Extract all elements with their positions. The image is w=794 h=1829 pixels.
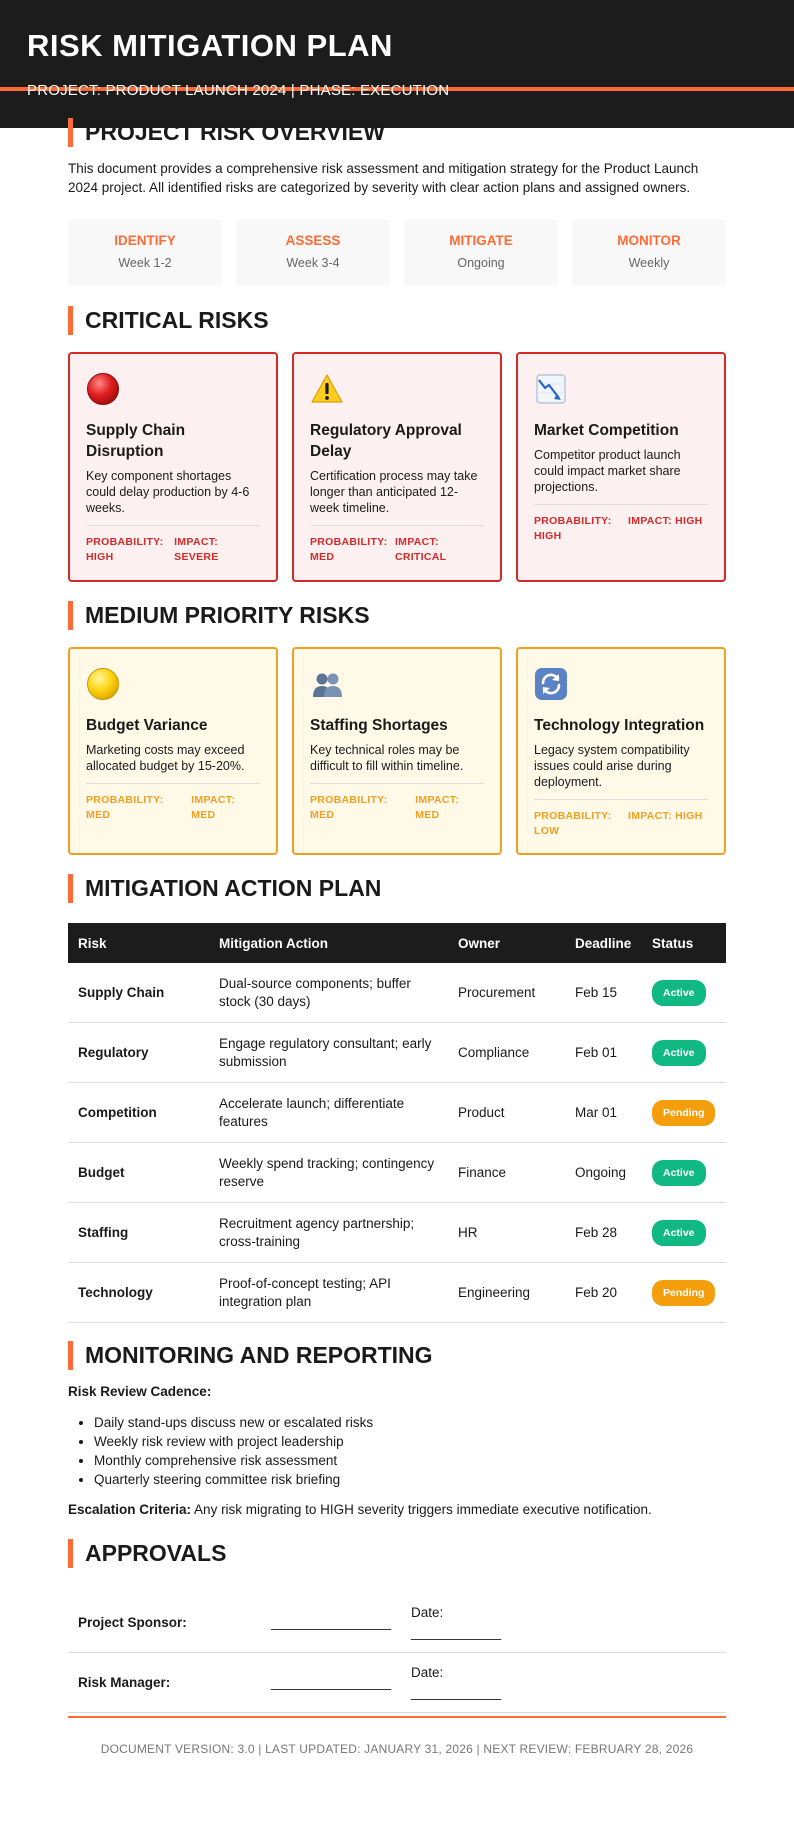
phase-name: IDENTIFY: [114, 233, 176, 248]
column-header: Deadline: [575, 935, 632, 951]
approval-row: [68, 1653, 726, 1713]
escalation-label: Escalation Criteria:: [68, 1502, 192, 1517]
risk-card-critical: [292, 352, 502, 582]
people-icon: [310, 667, 344, 701]
escalation-text: Any risk migrating to HIGH severity triggers immediate executive notification.: [191, 1502, 652, 1517]
list-item: • Quarterly steering committee risk briefing: [94, 1470, 726, 1489]
phase-time: Week 3-4: [286, 256, 340, 270]
section-title-overview: PROJECT RISK OVERVIEW: [68, 118, 726, 147]
table-row: [68, 1023, 726, 1083]
document-body: [68, 118, 726, 1713]
risk-cell: Technology: [68, 1263, 209, 1323]
status-cell: [642, 1023, 726, 1083]
column-header: Risk: [78, 935, 107, 951]
probability-label: PROBABILITY: HIGH: [86, 536, 164, 563]
risk-card-critical: [516, 352, 726, 582]
deadline-cell: Ongoing: [565, 1143, 642, 1203]
risk-card-description: Key component shortages could delay production by 4-6 weeks.: [86, 469, 250, 515]
section-title-critical: CRITICAL RISKS: [68, 306, 726, 335]
signature-line[interactable]: ________________: [271, 1615, 392, 1630]
phase-name: MONITOR: [617, 233, 681, 248]
status-badge: Active: [652, 1220, 706, 1246]
owner-cell: Finance: [448, 1143, 565, 1203]
risk-cell: Supply Chain: [68, 963, 209, 1023]
risk-card-medium: [516, 647, 726, 855]
phase-box: [236, 219, 390, 286]
risk-card-meta: [86, 783, 260, 823]
date-line: ____________: [411, 1624, 502, 1640]
table-row: [68, 1143, 726, 1203]
footer-divider: [68, 1716, 726, 1718]
risk-card-medium: [68, 647, 278, 855]
cadence-list: [68, 1413, 726, 1489]
table-row: [68, 1263, 726, 1323]
impact-label: IMPACT: CRITICAL: [394, 536, 447, 563]
document-title: RISK MITIGATION PLAN: [27, 28, 393, 63]
risk-card-title: Market Competition: [534, 422, 679, 439]
action-cell: Dual-source components; buffer stock (30 days): [209, 963, 448, 1023]
list-item: • Monthly comprehensive risk assessment: [94, 1451, 726, 1470]
action-plan-table: [68, 923, 726, 1323]
table-row: [68, 963, 726, 1023]
risk-card-description: Certification process may take longer than anticipated 12-week timeline.: [310, 469, 478, 515]
list-item: • Daily stand-ups discuss new or escalated risks: [94, 1413, 726, 1432]
red-circle-icon: [86, 372, 120, 406]
probability-label: PROBABILITY: MED: [310, 794, 388, 821]
impact-label: IMPACT: MED: [191, 794, 236, 821]
probability-label: PROBABILITY: LOW: [534, 810, 612, 837]
phase-name: ASSESS: [285, 233, 341, 248]
risk-card-medium: [292, 647, 502, 855]
risk-card-title: Staffing Shortages: [310, 717, 448, 734]
approval-row: [68, 1593, 726, 1653]
document-subtitle: PROJECT: PRODUCT LAUNCH 2024 | PHASE: EXECUTION: [27, 82, 450, 99]
table-row: [68, 1083, 726, 1143]
status-cell: [642, 1203, 726, 1263]
date-line: ____________: [411, 1684, 502, 1700]
warning-icon: [310, 372, 344, 406]
status-badge: Pending: [652, 1100, 715, 1126]
risk-card-title: Supply Chain Disruption: [86, 422, 186, 460]
cadence-label: Risk Review Cadence:: [68, 1384, 212, 1399]
refresh-icon: [534, 667, 568, 701]
section-title-medium: MEDIUM PRIORITY RISKS: [68, 601, 726, 630]
risk-cell: Competition: [68, 1083, 209, 1143]
status-badge: Active: [652, 1160, 706, 1186]
impact-label: IMPACT: HIGH: [628, 810, 703, 822]
deadline-cell: Feb 01: [565, 1023, 642, 1083]
probability-label: PROBABILITY: HIGH: [534, 515, 612, 542]
deadline-cell: Feb 28: [565, 1203, 642, 1263]
deadline-cell: Feb 20: [565, 1263, 642, 1323]
risk-cell: Regulatory: [68, 1023, 209, 1083]
risk-card-title: Technology Integration: [534, 717, 705, 734]
impact-label: IMPACT: HIGH: [628, 515, 703, 527]
section-title-action-plan: MITIGATION ACTION PLAN: [68, 874, 726, 903]
medium-risk-cards: [68, 647, 726, 855]
owner-cell: Engineering: [448, 1263, 565, 1323]
status-cell: [642, 1143, 726, 1203]
risk-card-description: Legacy system compatibility issues could arise during deployment.: [534, 743, 690, 789]
overview-intro: This document provides a comprehensive risk assessment and mitigation strategy for the Product Launch 2024 project. All identified risks are categorized by severity with clear action plans and assigned owners.: [68, 161, 699, 195]
risk-card-description: Key technical roles may be difficult to fill within timeline.: [310, 743, 464, 773]
deadline-cell: Feb 15: [565, 963, 642, 1023]
action-cell: Proof-of-concept testing; API integration plan: [209, 1263, 448, 1323]
impact-label: IMPACT: SEVERE: [174, 536, 219, 563]
owner-cell: Product: [448, 1083, 565, 1143]
phase-box: [68, 219, 222, 286]
approver-role: Project Sponsor:: [78, 1615, 187, 1630]
chart-decreasing-icon: [534, 372, 568, 406]
status-badge: Pending: [652, 1280, 715, 1306]
list-item: • Weekly risk review with project leadership: [94, 1432, 726, 1451]
risk-card-description: Marketing costs may exceed allocated budget by 15-20%.: [86, 743, 245, 773]
status-cell: [642, 1083, 726, 1143]
phase-box: [572, 219, 726, 286]
column-header: Mitigation Action: [219, 935, 328, 951]
yellow-circle-icon: [86, 667, 120, 701]
action-cell: Engage regulatory consultant; early submission: [209, 1023, 448, 1083]
owner-cell: Procurement: [448, 963, 565, 1023]
table-header-row: [68, 923, 726, 963]
signature-line[interactable]: ________________: [271, 1675, 392, 1690]
approver-role: Risk Manager:: [78, 1675, 171, 1690]
status-badge: Active: [652, 980, 706, 1006]
date-label: Date:: [411, 1604, 444, 1620]
risk-cell: Budget: [68, 1143, 209, 1203]
escalation-criteria: [68, 1502, 726, 1517]
status-cell: [642, 963, 726, 1023]
deadline-cell: Mar 01: [565, 1083, 642, 1143]
owner-cell: HR: [448, 1203, 565, 1263]
status-badge: Active: [652, 1040, 706, 1066]
date-field[interactable]: [411, 1663, 521, 1703]
risk-card-meta: [310, 525, 484, 565]
section-title-monitoring: MONITORING AND REPORTING: [68, 1341, 726, 1370]
risk-card-title: Regulatory Approval Delay: [310, 422, 462, 460]
action-cell: Accelerate launch; differentiate features: [209, 1083, 448, 1143]
risk-card-critical: [68, 352, 278, 582]
owner-cell: Compliance: [448, 1023, 565, 1083]
date-label: Date:: [411, 1664, 444, 1680]
phase-time: Weekly: [628, 256, 670, 270]
column-header: Owner: [458, 935, 501, 951]
probability-label: PROBABILITY: MED: [310, 536, 388, 563]
phase-time: Ongoing: [457, 256, 505, 270]
risk-card-meta: [310, 783, 484, 823]
phase-summary: [68, 219, 726, 286]
section-title-approvals: APPROVALS: [68, 1539, 726, 1568]
risk-card-meta: [86, 525, 260, 565]
date-field[interactable]: [411, 1603, 521, 1643]
phase-time: Week 1-2: [118, 256, 172, 270]
risk-card-description: Competitor product launch could impact market share projections.: [534, 448, 681, 494]
phase-name: MITIGATE: [449, 233, 513, 248]
risk-card-title: Budget Variance: [86, 717, 208, 734]
probability-label: PROBABILITY: MED: [86, 794, 164, 821]
status-cell: [642, 1263, 726, 1323]
risk-card-meta: [534, 799, 708, 839]
footer-text: DOCUMENT VERSION: 3.0 | LAST UPDATED: JANUARY 31, 2026 | NEXT REVIEW: FEBRUARY 28, 2026: [100, 1742, 694, 1756]
table-row: [68, 1203, 726, 1263]
action-cell: Weekly spend tracking; contingency reserve: [209, 1143, 448, 1203]
document-header: [0, 0, 794, 128]
approvals-table: [68, 1593, 726, 1713]
phase-box: [404, 219, 558, 286]
risk-cell: Staffing: [68, 1203, 209, 1263]
action-cell: Recruitment agency partnership; cross-training: [209, 1203, 448, 1263]
critical-risk-cards: [68, 352, 726, 582]
risk-card-meta: [534, 504, 708, 544]
impact-label: IMPACT: MED: [415, 794, 460, 821]
column-header: Status: [652, 935, 694, 951]
